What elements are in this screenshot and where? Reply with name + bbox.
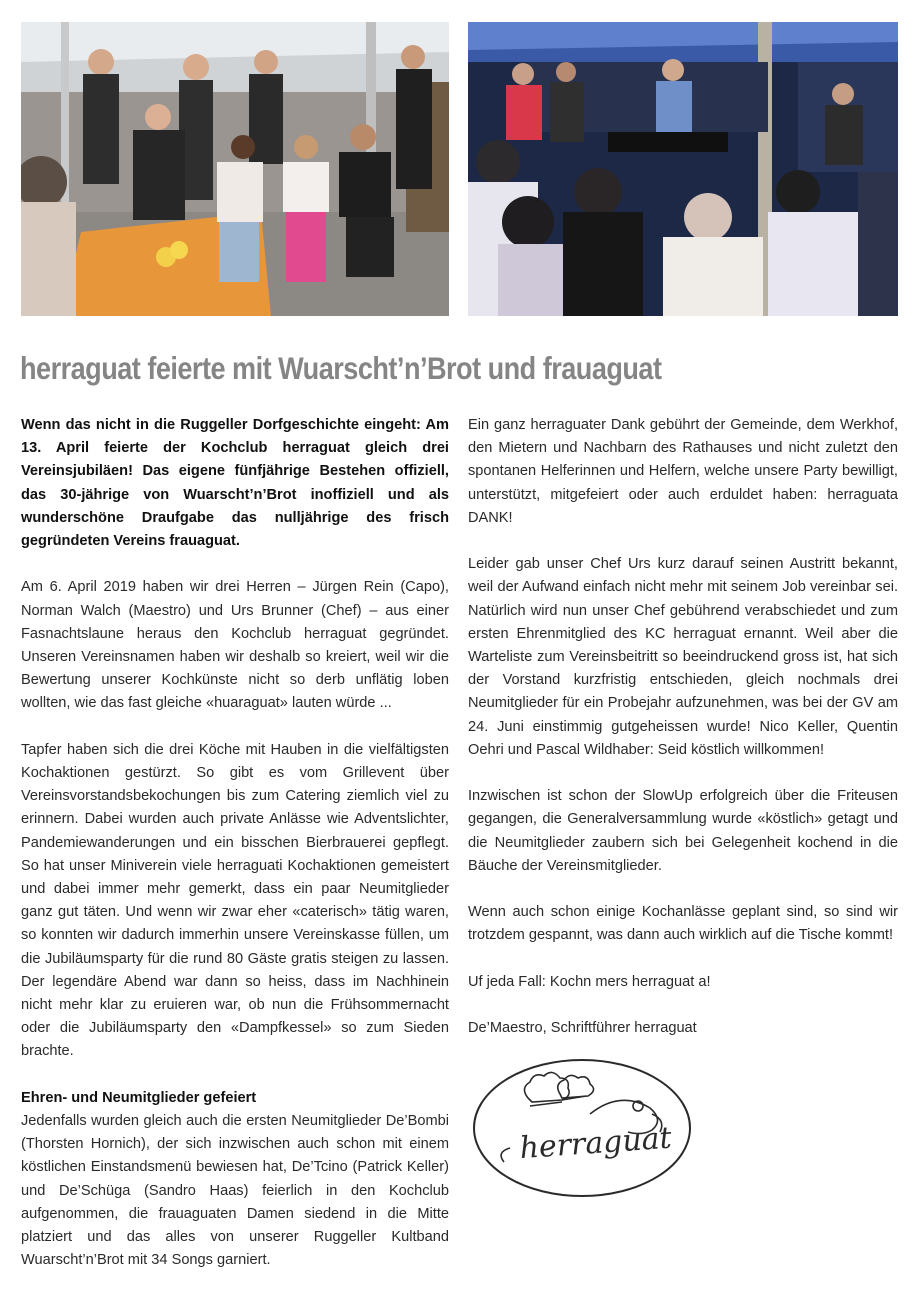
logo-text: herraguat: [518, 1120, 673, 1167]
article-signature: De’Maestro, Schriftführer herraguat: [468, 1020, 697, 1037]
article-paragraph-2: Tapfer haben sich die drei Köche mit Hauben in die vielfältigsten Kochaktionen gestürzt. So gibt es vom Grillevent über Vereinsvorstandsbekochungen bis zum Catering ziemlich viel zu erinnern. Dabei wurden auch private Anlässe wie Adventslichter, Pandemiewanderungen und ein bisschen Bierbrauerei gepflegt. So hat unser Miniverein viele herraguati Kochaktionen gemeistert und dabei immer mehr gemerkt, dass ein paar Neumitglieder ganz gut täten. Und wenn wir zwar eher «caterisch» tätig waren, so konnten wir dadurch immerhin unsere Vereinskasse füllen, um die Jubiläumsparty für die rund 80 Gäste gratis steigen zu lassen. Der legendäre Abend war dann so heiss, dass im Nachhinein nicht mehr klar zu eruieren war, ob nun die Frühsommernacht oder die Jubiläumsparty den «Dampfkessel» so zum Sieden brachte.: [21, 741, 449, 1060]
article-column-left: [21, 414, 449, 1296]
photo-band-night-image: [468, 22, 898, 316]
article-column-right: [468, 414, 898, 1064]
chef-hat-mouse-logo-icon: [470, 1056, 694, 1201]
article-paragraph-8: Uf jeda Fall: Kochn mers herraguat a!: [468, 973, 711, 990]
herraguat-logo: [470, 1056, 694, 1201]
article-lead: Wenn das nicht in die Ruggeller Dorfgeschichte eingeht: Am 13. April feierte der Kochclub herraguat gleich drei Vereinsjubiläen! Das eigene fünfjährige Bestehen offiziell, das 30-jährige von Wuarscht’n’Brot inoffiziell und als wunderschöne Draufgabe das nulljährige des frisch gegründeten Vereins frauaguat.: [21, 417, 449, 550]
article-paragraph-3: Jedenfalls wurden gleich auch die ersten Neumitglieder De’Bombi (Thorsten Hornich), der sich inzwischen auch schon mit einem köstlichen Einstandsmenü bewiesen hat, De’Tcino (Patrick Keller) und De’Schüga (Sandro Haas) feierlich in den Kochclub aufgenommen, die frauaguaten Damen siedend in die Mitte platziert und das alles von unserer Ruggeller Kultband Wuarscht’n’Brot mit 34 Songs garniert.: [21, 1113, 449, 1269]
article-title: herraguat feierte mit Wuarscht’n’Brot und frauaguat: [20, 350, 662, 386]
article-paragraph-6: Inzwischen ist schon der SlowUp erfolgreich über die Friteusen gegangen, die Generalversammlung wurde «köstlich» getagt und die Neumitglieder zaubern sich bei Gelegenheit kochend in die Bäuche der Vereinsmitglieder.: [468, 788, 898, 874]
article-paragraph-1: Am 6. April 2019 haben wir drei Herren – Jürgen Rein (Capo), Norman Walch (Maestro) und Urs Brunner (Chef) – aus einer Fasnachtslaune heraus den Kochclub herraguat gegründet. Unseren Vereinsnamen haben wir deshalb so kreiert, weil wir die Bewertung unserer Kochkünste nicht so derb unflätig loben wollten, wie das fast gleiche «huaraguat» lauten würde ...: [21, 579, 449, 712]
photo-chefs-party: [21, 22, 449, 316]
article-subheading: Ehren- und Neumitglieder gefeiert: [21, 1089, 257, 1106]
article-paragraph-7: Wenn auch schon einige Kochanlässe geplant sind, so sind wir trotzdem gespannt, was dann auch wirklich auf die Tische kommt!: [468, 904, 898, 944]
article-paragraph-5: Leider gab unser Chef Urs kurz darauf seinen Austritt bekannt, weil der Aufwand einfach nicht mehr mit seinem Job vereinbar sei. Natürlich wird nun unser Chef gebührend verabschiedet und zum ersten Ehrenmitglied des KC herraguat ernannt. Weil aber die Warteliste zum Vereinsbeitritt so beeindruckend gross ist, hat sich der Vorstand kurzfristig entschieden, gleich nochmals drei Neumitglieder für ein Probejahr aufzunehmen, was bei der GV am 24. Juni einstimmig gutgeheissen wurde! Nico Keller, Quentin Oehri und Pascal Wildhaber: Seid köstlich willkommen!: [468, 556, 898, 758]
photo-band-night: [468, 22, 898, 316]
photo-chefs-party-image: [21, 22, 449, 316]
article-paragraph-4: Ein ganz herraguater Dank gebührt der Gemeinde, dem Werkhof, den Mietern und Nachbarn des Rathauses und nicht zuletzt den spontanen Helferinnen und Helfern, welche unsere Party bewilligt, unterstützt, mitgefeiert oder auch erduldet haben: herraguata DANK!: [468, 417, 898, 526]
